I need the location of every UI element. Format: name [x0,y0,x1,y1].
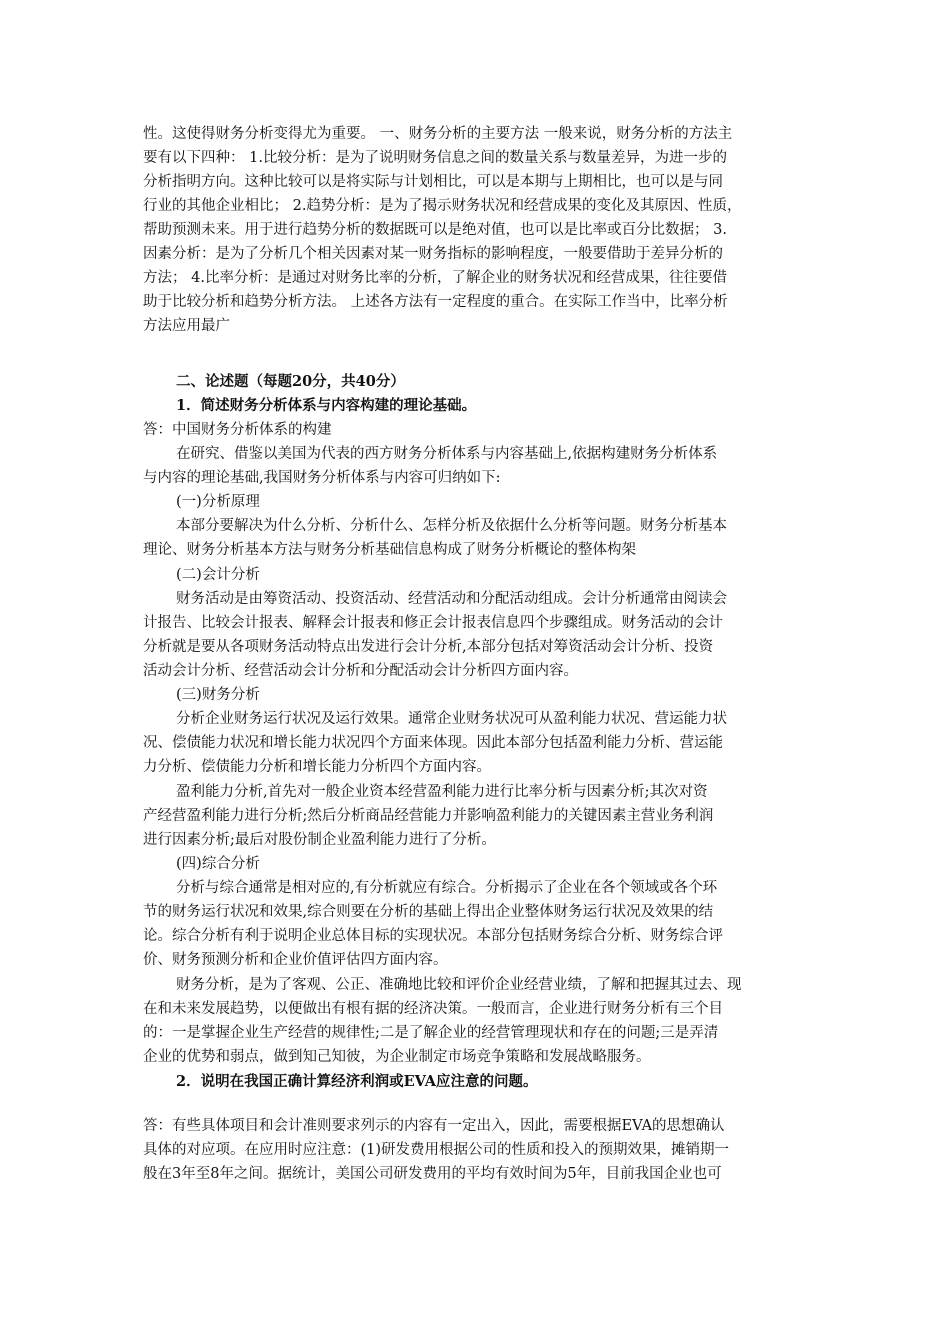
paragraph-line: 计报告、比较会计报表、解释会计报表和修正会计报表信息四个步骤组成。财务活动的会计 [143,615,723,631]
paragraph-line: 活动会计分析、经营活动会计分析和分配活动会计分析四方面内容。 [143,663,578,679]
intro-line: 行业的其他企业相比； 2.趋势分析：是为了揭示财务状况和经营成果的变化及其原因、性质， [143,198,742,214]
paragraph-line: 的：一是掌握企业生产经营的规律性;二是了解企业的经营管理现状和存在的问题;三是弄清 [143,1025,719,1041]
paragraph-line: 与内容的理论基础,我国财务分析体系与内容可归纳如下: [143,470,501,486]
intro-line: 性。这使得财务分析变得尤为重要。 一、财务分析的主要方法 一般来说，财务分析的方法主 [143,126,733,142]
subheading-4: (四)综合分析 [176,856,260,872]
paragraph-line: 分析就是要从各项财务活动特点出发进行会计分析,本部分包括对筹资活动会计分析、投资 [143,639,714,655]
intro-line: 要有以下四种： 1.比较分析：是为了说明财务信息之间的数量关系与数量差异，为进一步的 [143,150,727,166]
paragraph-line: 在研究、借鉴以美国为代表的西方财务分析体系与内容基础上,依据构建财务分析体系 [176,446,718,462]
paragraph-line: 分析与综合通常是相对应的,有分析就应有综合。分析揭示了企业在各个领域或各个环 [176,880,718,896]
paragraph-line: 论。综合分析有利于说明企业总体目标的实现状况。本部分包括财务综合分析、财务综合评 [143,928,723,944]
paragraph-line: 盈利能力分析,首先对一般企业资本经营盈利能力进行比率分析与因素分析;其次对资 [176,784,708,800]
answer-2-line: 答：有些具体项目和会计准则要求列示的内容有一定出入，因此，需要根据EVA的思想确认 [143,1118,725,1134]
paragraph-line: 况、偿债能力状况和增长能力状况四个方面来体现。因此本部分包括盈利能力分析、营运能 [143,735,723,751]
paragraph-line: 产经营盈利能力进行分析;然后分析商品经营能力并影响盈利能力的关键因素主营业务利润 [143,808,714,824]
paragraph-line: 财务分析，是为了客观、公正、准确地比较和评价企业经营业绩，了解和把握其过去、现 [176,977,742,993]
paragraph-line: 分析企业财务运行状况及运行效果。通常企业财务状况可从盈利能力状况、营运能力状 [176,711,727,727]
paragraph-line: 节的财务运行状况和效果,综合则要在分析的基础上得出企业整体财务运行状况及效果的结 [143,904,714,920]
intro-line: 方法； 4.比率分析：是通过对财务比率的分析，了解企业的财务状况和经营成果，往往要借 [143,270,727,286]
answer-1-head: 答：中国财务分析体系的构建 [143,422,332,438]
paragraph-line: 力分析、偿债能力分析和增长能力分析四个方面内容。 [143,759,491,775]
answer-2-line: 般在3年至8年之间。据统计，美国公司研发费用的平均有效时间为5年，目前我国企业也可 [143,1166,722,1182]
paragraph-line: 财务活动是由筹资活动、投资活动、经营活动和分配活动组成。会计分析通常由阅读会 [176,591,727,607]
intro-line: 因素分析：是为了分析几个相关因素对某一财务指标的影响程度，一般要借助于差异分析的 [143,246,723,262]
paragraph-line: 企业的优势和弱点，做到知己知彼，为企业制定市场竞争策略和发展战略服务。 [143,1049,651,1065]
question-2-title: 2．说明在我国正确计算经济利润或EVA应注意的问题。 [176,1073,538,1090]
intro-line: 助于比较分析和趋势分析方法。 上述各方法有一定程度的重合。在实际工作当中，比率分析 [143,294,728,310]
subheading-3: (三)财务分析 [176,687,260,703]
answer-2-line: 具体的对应项。在应用时应注意：(1)研发费用根据公司的性质和投入的预期效果，摊销期一 [143,1142,730,1158]
section-title: 二、论述题（每题20分，共40分） [176,373,405,390]
intro-line: 分析指明方向。这种比较可以是将实际与计划相比，可以是本期与上期相比，也可以是与同 [143,174,723,190]
intro-line: 帮助预测未来。用于进行趋势分析的数据既可以是绝对值，也可以是比率或百分比数据； 3. [143,222,727,238]
paragraph-line: 价、财务预测分析和企业价值评估四方面内容。 [143,952,448,968]
question-1-title: 1．简述财务分析体系与内容构建的理论基础。 [176,397,477,414]
subheading-2: (二)会计分析 [176,567,260,583]
paragraph-line: 理论、财务分析基本方法与财务分析基础信息构成了财务分析概论的整体构架 [143,542,636,558]
subheading-1: (一)分析原理 [176,494,260,510]
paragraph-line: 进行因素分析;最后对股份制企业盈利能力进行了分析。 [143,832,496,848]
paragraph-line: 在和未来发展趋势，以便做出有根有据的经济决策。一般而言，企业进行财务分析有三个目 [143,1001,723,1017]
intro-line: 方法应用最广 [143,318,230,334]
paragraph-line: 本部分要解决为什么分析、分析什么、怎样分析及依据什么分析等问题。财务分析基本 [176,518,727,534]
